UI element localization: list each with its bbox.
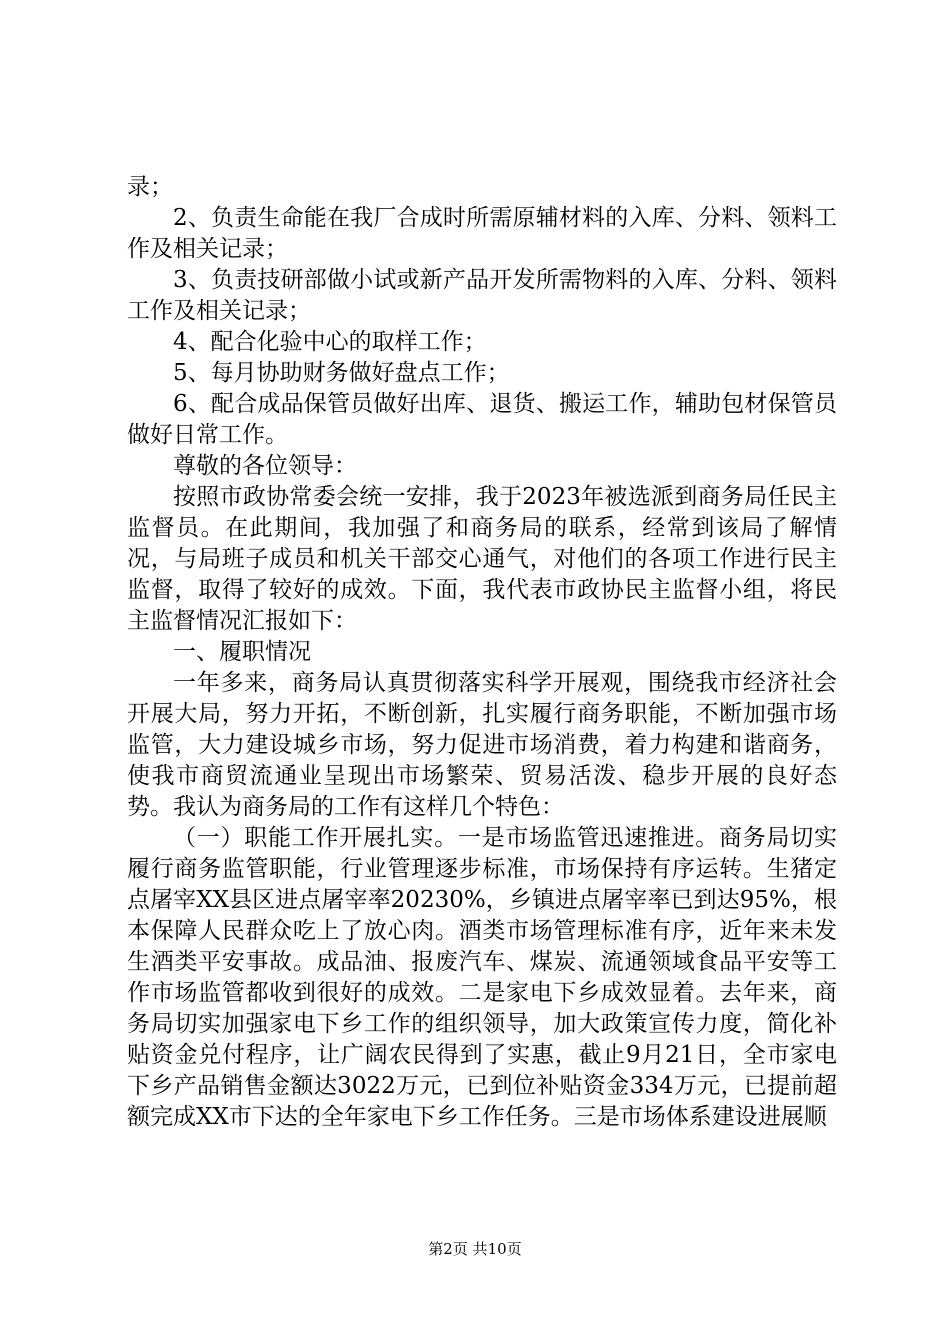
page-number-footer: 第2页 共10页	[428, 1240, 522, 1258]
paragraph-2: 2、负责生命能在我厂合成时所需原辅材料的入库、分料、领料工作及相关记录；	[127, 205, 837, 262]
paragraph-intro: 按照市政协常委会统一安排，我于2023年被选派到商务局任民主监督员。在此期间，我加强了和商务局的联系，经常到该局了解情况，与局班子成员和机关干部交心通气，对他们的各项工作进行民主监督，取得了较好的成效。下面，我代表市政协民主监督小组，将民主监督情况汇报如下：	[127, 484, 837, 634]
paragraph-3: 3、负责技研部做小试或新产品开发所需物料的入库、分料、领料工作及相关记录；	[127, 267, 837, 324]
paragraph-detail: （一）职能工作开展扎实。一是市场监管迅速推进。商务局切实履行商务监管职能，行业管理逐步标准，市场保持有序运转。生猪定点屠宰XX县区进点屠宰率20230%，乡镇进点屠宰率已到达95%，根本保障人民群众吃上了放心肉。酒类市场管理标准有序，近年来未发生酒类平安事故。成品油、报废汽车、煤炭、流通领域食品平安等工作市场监管都收到很好的成效。二是家电下乡成效显着。去年来，商务局切实加强家电下乡工作的组织领导，加大政策宣传力度，简化补贴资金兑付程序，让广阔农民得到了实惠，截止9月21日，全市家电下乡产品销售金额达3022万元，已到位补贴资金334万元，已提前超额完成XX市下达的全年家电下乡工作任务。三是市场体系建设进展顺	[127, 825, 837, 1130]
section-heading: 一、履职情况	[173, 639, 311, 665]
paragraph-6: 6、配合成品保管员做好出库、退货、搬运工作，辅助包材保管员做好日常工作。	[127, 391, 837, 448]
paragraph-1: 录；	[127, 174, 173, 200]
paragraph-4: 4、配合化验中心的取样工作；	[173, 329, 487, 355]
salutation: 尊敬的各位领导：	[173, 453, 357, 479]
document-body	[127, 172, 837, 1133]
paragraph-5: 5、每月协助财务做好盘点工作；	[173, 360, 510, 386]
paragraph-overview: 一年多来，商务局认真贯彻落实科学开展观，围绕我市经济社会开展大局，努力开拓，不断创新，扎实履行商务职能，不断加强市场监管，大力建设城乡市场，努力促进市场消费，着力构建和谐商务，使我市商贸流通业呈现出市场繁荣、贸易活泼、稳步开展的良好态势。我认为商务局的工作有这样几个特色：	[127, 670, 837, 820]
